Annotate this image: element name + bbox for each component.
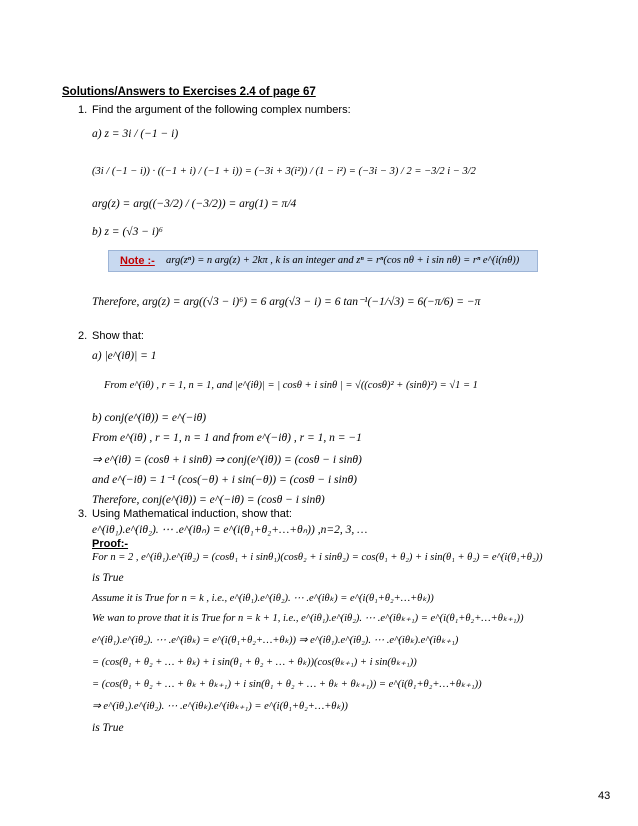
- question-3-text: Using Mathematical induction, show that:: [92, 508, 292, 520]
- q2-part-b-therefore: Therefore, conj(e^(iθ)) = e^(−iθ) = (cosθ − i sinθ): [92, 494, 325, 506]
- q3-conclusion: is True: [92, 722, 124, 734]
- q3-base-case: For n = 2 , e^(iθ₁).e^(iθ₂) = (cosθ₁ + i sinθ₁)(cosθ₂ + i sinθ₂) = cos(θ₁ + θ₂) + i sin(θ₁ + θ₂) = e^(i(θ₁+θ₂)): [92, 552, 543, 563]
- question-1-text: Find the argument of the following complex numbers:: [92, 104, 351, 116]
- q3-base-true: is True: [92, 572, 124, 584]
- q3-want-to-prove: We wan to prove that it is True for n = k + 1, i.e., e^(iθ₁).e^(iθ₂). ⋯ .e^(iθₖ₊₁) = e^(i(θ₁+θ₂+…+θₖ₊₁)): [92, 613, 524, 624]
- q2-part-b-line-3: and e^(−iθ) = 1⁻¹ (cos(−θ) + i sin(−θ)) = (cosθ − i sinθ): [92, 474, 357, 486]
- q1-part-b: b) z = (√3 − i)⁶: [92, 226, 163, 238]
- question-3-number: 3.: [78, 508, 88, 520]
- q1-therefore: Therefore, arg(z) = arg((√3 − i)⁶) = 6 arg(√3 − i) = 6 tan⁻¹(−1/√3) = 6(−π/6) = −π: [92, 296, 481, 308]
- q1-arg-result: arg(z) = arg((−3/2) / (−3/2)) = arg(1) = π/4: [92, 198, 297, 210]
- question-1-number: 1.: [78, 104, 88, 116]
- note-label: Note :-: [120, 255, 155, 267]
- proof-label: Proof:-: [92, 538, 129, 550]
- q3-assume: Assume it is True for n = k , i.e., e^(iθ₁).e^(iθ₂). ⋯ .e^(iθₖ) = e^(i(θ₁+θ₂+…+θₖ)): [92, 593, 434, 604]
- q2-part-b: b) conj(e^(iθ)) = e^(−iθ): [92, 412, 207, 424]
- q1-part-a: a) z = 3i / (−1 − i): [92, 128, 179, 140]
- note-formula: arg(zⁿ) = n arg(z) + 2kπ , k is an integer and zⁿ = rⁿ(cos nθ + i sin nθ) = rⁿ e^(i(nθ)): [166, 255, 520, 266]
- q3-step-2: = (cos(θ₁ + θ₂ + … + θₖ) + i sin(θ₁ + θ₂ + … + θₖ))(cos(θₖ₊₁) + i sin(θₖ₊₁)): [92, 657, 417, 668]
- q2-part-a: a) |e^(iθ)| = 1: [92, 350, 157, 362]
- q2-part-b-line-1: From e^(iθ) , r = 1, n = 1 and from e^(−iθ) , r = 1, n = −1: [92, 432, 362, 444]
- q3-step-4: ⇒ e^(iθ₁).e^(iθ₂). ⋯ .e^(iθₖ).e^(iθₖ₊₁) = e^(i(θ₁+θ₂+…+θₖ)): [92, 701, 348, 712]
- question-2-number: 2.: [78, 330, 88, 342]
- q3-statement: e^(iθ₁).e^(iθ₂). ⋯ .e^(iθₙ) = e^(i(θ₁+θ₂+…+θₙ)) ,n=2, 3, …: [92, 524, 368, 536]
- q3-step-3: = (cos(θ₁ + θ₂ + … + θₖ + θₖ₊₁) + i sin(θ₁ + θ₂ + … + θₖ + θₖ₊₁)) = e^(i(θ₁+θ₂+…+θₖ₊₁)): [92, 679, 482, 690]
- question-2-text: Show that:: [92, 330, 144, 342]
- page-number: 43: [598, 790, 611, 802]
- q1-multiply-conjugate: (3i / (−1 − i)) · ((−1 + i) / (−1 + i)) = (−3i + 3(i²)) / (1 − i²) = (−3i − 3) / 2 = −3/2 i − 3/2: [92, 166, 476, 177]
- q3-step-1: e^(iθ₁).e^(iθ₂). ⋯ .e^(iθₖ) = e^(i(θ₁+θ₂+…+θₖ)) ⇒ e^(iθ₁).e^(iθ₂). ⋯ .e^(iθₖ).e^(iθₖ₊₁): [92, 635, 459, 646]
- section-heading: Solutions/Answers to Exercises 2.4 of page 67: [62, 86, 316, 98]
- q2-part-a-proof: From e^(iθ) , r = 1, n = 1, and |e^(iθ)| = | cosθ + i sinθ | = √((cosθ)² + (sinθ)²) = √1 = 1: [104, 380, 478, 391]
- q2-part-b-line-2: ⇒ e^(iθ) = (cosθ + i sinθ) ⇒ conj(e^(iθ)) = (cosθ − i sinθ): [92, 454, 362, 466]
